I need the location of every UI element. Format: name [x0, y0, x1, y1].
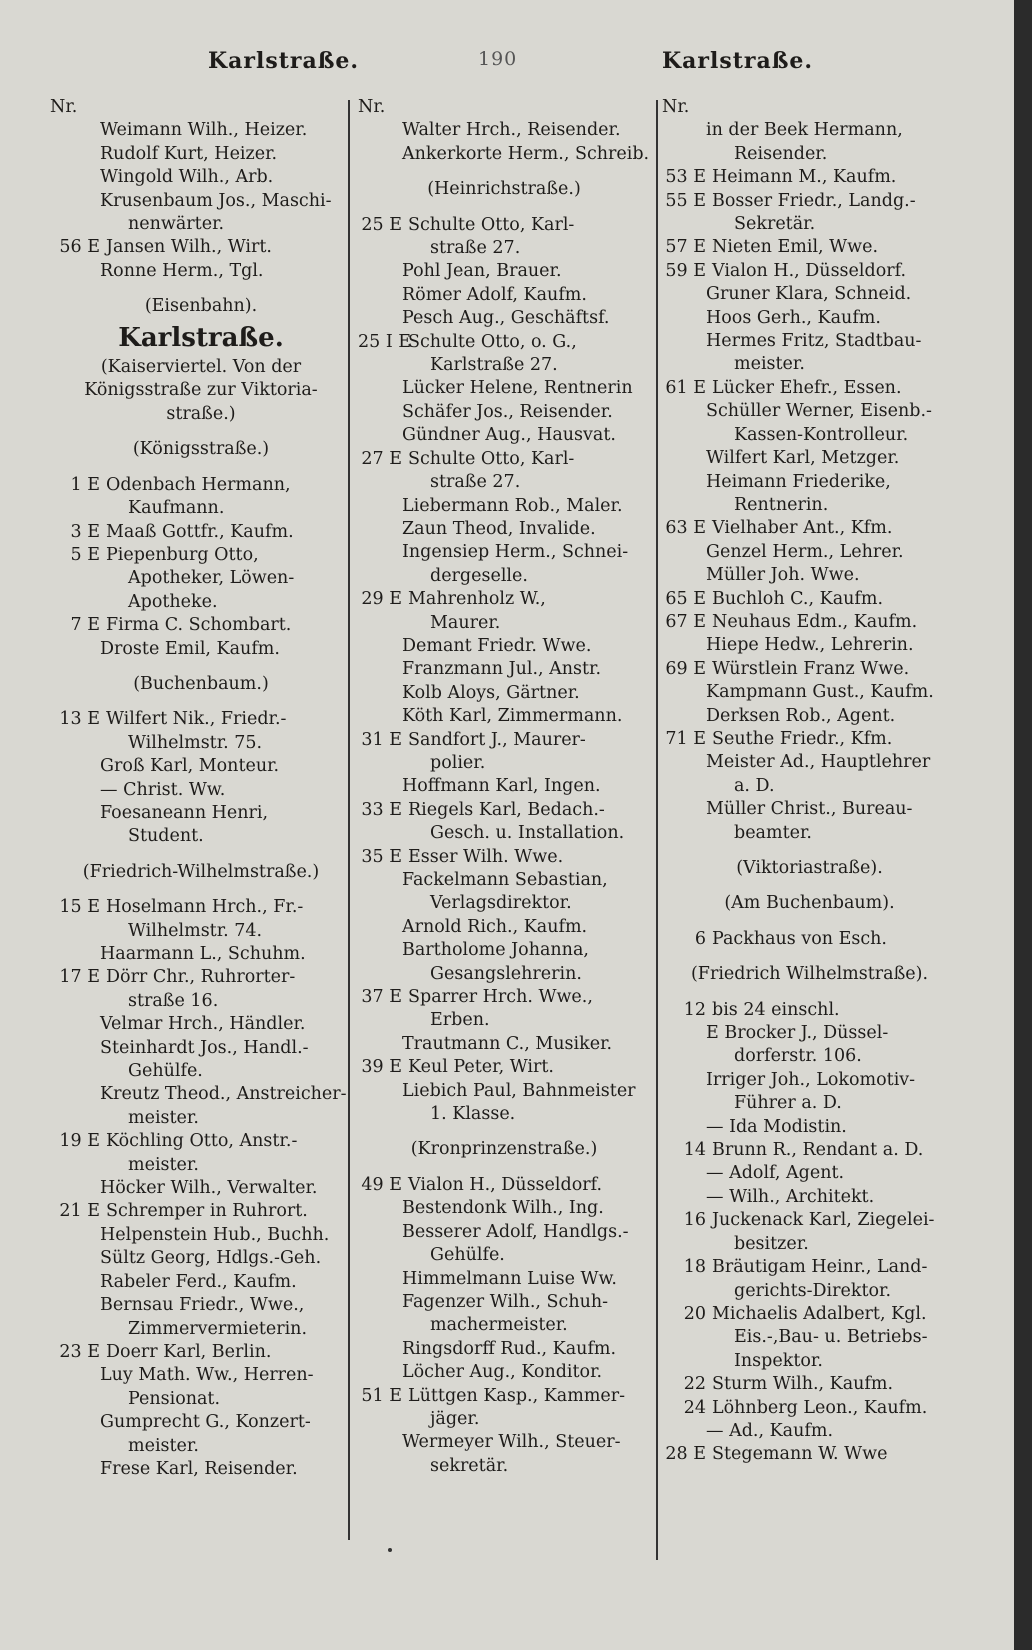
- entry: Trautmann C., Musiker.: [402, 1033, 613, 1054]
- house-number: 57 E: [665, 237, 706, 258]
- house-number: 6: [694, 928, 706, 949]
- entry: [358, 729, 650, 752]
- entry: — Ida Modistin.: [706, 1116, 847, 1137]
- entry-cont: straße 16.: [128, 990, 219, 1011]
- entry: Wilfert Karl, Metzger.: [706, 448, 900, 469]
- entry-cont: Eis.-,Bau- u. Betriebs-: [734, 1327, 928, 1348]
- entry: [358, 1385, 650, 1408]
- entry-text: Juckenack Karl, Ziegelei-: [712, 1210, 935, 1231]
- entry-text: Schulte Otto, o. G.,: [408, 331, 577, 352]
- entry: Löcher Aug., Konditor.: [402, 1362, 603, 1383]
- entry-text: Schremper in Ruhrort.: [106, 1201, 308, 1222]
- entry-cont: beamter.: [734, 822, 812, 843]
- house-number: 37 E: [361, 987, 402, 1008]
- entry: Ringsdorff Rud., Kaufm.: [402, 1338, 617, 1359]
- entry-text: Würstlein Franz Wwe.: [712, 658, 910, 679]
- header-left-street: Karlstraße.: [208, 48, 360, 74]
- entry-cont: besitzer.: [734, 1233, 809, 1254]
- entry-text: Lüttgen Kasp., Kammer-: [408, 1385, 626, 1406]
- entry: Bestendonk Wilh., Ing.: [402, 1198, 604, 1219]
- entry-cont: Wilhelmstr. 74.: [128, 920, 263, 941]
- entry-text: Heimann M., Kaufm.: [712, 167, 897, 188]
- entry: [358, 331, 650, 354]
- entry: Pesch Aug., Geschäftsf.: [402, 308, 610, 329]
- entry-text: Seuthe Friedr., Kfm.: [712, 728, 893, 749]
- house-number: 3 E: [70, 521, 100, 542]
- entry: Luy Math. Ww., Herren-: [100, 1365, 314, 1386]
- house-number: 1 E: [70, 474, 100, 495]
- house-number: 14: [683, 1140, 706, 1161]
- house-number: 18: [683, 1257, 706, 1278]
- entry-text: Buchloh C., Kaufm.: [712, 588, 884, 609]
- entry: Ingensiep Herm., Schnei-: [402, 542, 629, 563]
- entry-text: Schulte Otto, Karl-: [408, 214, 575, 235]
- entry-cont: Karlstraße 27.: [430, 355, 558, 376]
- entry-text: Piepenburg Otto,: [106, 544, 259, 565]
- house-number: 17 E: [59, 967, 100, 988]
- entry: [56, 614, 346, 637]
- entry: Genzel Herm., Lehrer.: [706, 541, 904, 562]
- entry: in der Beek Hermann,: [706, 120, 903, 141]
- entry: Walter Hrch., Reisender.: [402, 120, 621, 141]
- entry-cont: Gehülfe.: [128, 1061, 203, 1082]
- entry: E Brocker J., Düssel-: [706, 1023, 889, 1044]
- entry: Fackelmann Sebastian,: [402, 870, 608, 890]
- entry: [358, 1174, 650, 1197]
- entry: Sültz Georg, Hdlgs.-Geh.: [100, 1248, 322, 1269]
- house-number: 53 E: [665, 167, 706, 188]
- entry-text: Vialon H., Düsseldorf.: [408, 1174, 603, 1195]
- entry: Meister Ad., Hauptlehrer: [706, 752, 931, 773]
- entry: [662, 1139, 957, 1162]
- entry: [662, 658, 957, 681]
- section-heading: (Buchenbaum.): [133, 673, 269, 694]
- entry-cont: sekretär.: [430, 1455, 509, 1476]
- entry: [662, 1256, 957, 1279]
- entry-text: Vielhaber Ant., Kfm.: [712, 518, 893, 539]
- entry: [662, 517, 957, 540]
- entry-text: Firma C. Schombart.: [106, 615, 292, 636]
- entry-cont: Erben.: [430, 1010, 490, 1031]
- section-heading: (Friedrich-Wilhelmstraße.): [82, 861, 320, 882]
- entry: Wermeyer Wilh., Steuer-: [402, 1432, 621, 1453]
- entry-text: Packhaus von Esch.: [712, 928, 887, 949]
- column-rule-1: [348, 100, 350, 1540]
- entry: Helpenstein Hub., Buchh.: [100, 1224, 330, 1245]
- entry: Arnold Rich., Kaufm.: [402, 916, 588, 937]
- entry-cont: polier.: [430, 752, 486, 773]
- entry: — Adolf, Agent.: [706, 1163, 845, 1184]
- house-number: 19 E: [59, 1131, 100, 1152]
- house-number: 59 E: [665, 260, 706, 281]
- entry-cont: Gesangslehrerin.: [430, 963, 582, 984]
- entry: Foesaneann Henri,: [100, 802, 269, 823]
- entry: Haarmann L., Schuhm.: [100, 944, 306, 964]
- entry: Steinhardt Jos., Handl.-: [100, 1037, 309, 1058]
- entry-cont: Maurer.: [430, 612, 501, 633]
- entry-cont: straße 27.: [430, 238, 521, 259]
- entry: [358, 1056, 650, 1079]
- entry: [56, 1200, 346, 1223]
- entry: [662, 190, 957, 213]
- entry: Wingold Wilh., Arb.: [100, 167, 274, 188]
- entry: Hoffmann Karl, Ingen.: [402, 776, 601, 797]
- entry: Demant Friedr. Wwe.: [402, 635, 592, 656]
- entry: [662, 1303, 957, 1326]
- entry: Besserer Adolf, Handlgs.-: [402, 1221, 629, 1242]
- nr-label: Nr.: [50, 97, 78, 117]
- entry: [56, 236, 346, 259]
- house-number: 24: [683, 1397, 706, 1418]
- entry-text: Neuhaus Edm., Kaufm.: [712, 611, 918, 632]
- entry: — Ad., Kaufm.: [706, 1420, 834, 1441]
- house-number: 25 I E: [358, 331, 412, 352]
- entry: [56, 1130, 346, 1153]
- column-3: [662, 96, 957, 1467]
- street-note: (Kaiserviertel. Von der: [100, 357, 302, 378]
- entry-text: Brunn R., Rendant a. D.: [712, 1140, 924, 1161]
- entry-cont: Zimmervermieterin.: [128, 1318, 308, 1339]
- entry-cont: Inspektor.: [734, 1350, 823, 1371]
- entry: Irriger Joh., Lokomotiv-: [706, 1069, 916, 1090]
- entry: Frese Karl, Reisender.: [100, 1458, 298, 1479]
- entry: Franzmann Jul., Anstr.: [402, 659, 602, 680]
- entry-cont: straße 27.: [430, 472, 521, 493]
- entry: [56, 896, 346, 919]
- entry: [56, 966, 346, 989]
- entry-cont: Apotheke.: [128, 591, 218, 612]
- entry-text: Wilfert Nik., Friedr.-: [106, 709, 287, 730]
- entry-text: Jansen Wilh., Wirt.: [106, 237, 272, 258]
- entry: Hiepe Hedw., Lehrerin.: [706, 635, 914, 656]
- entry: [56, 544, 346, 567]
- house-number: 5 E: [70, 544, 100, 565]
- entry: [662, 236, 957, 259]
- entry: Liebermann Rob., Maler.: [402, 495, 623, 516]
- entry: [662, 1373, 957, 1396]
- entry: [662, 260, 957, 283]
- entry: [56, 474, 346, 497]
- entry: [662, 377, 957, 400]
- entry-text: Köchling Otto, Anstr.-: [106, 1131, 298, 1152]
- house-number: 49 E: [361, 1174, 402, 1195]
- entry-cont: Apotheker, Löwen-: [128, 568, 295, 589]
- entry-cont: jäger.: [430, 1408, 480, 1429]
- entry-text: Sandfort J., Maurer-: [408, 729, 586, 750]
- street-title: Karlstraße.: [118, 322, 284, 353]
- entry: [662, 1209, 957, 1232]
- entry: Römer Adolf, Kaufm.: [402, 284, 587, 305]
- entry-cont: Sekretär.: [734, 214, 816, 235]
- entry-cont: Student.: [128, 826, 204, 847]
- entry-cont: meister.: [128, 1107, 199, 1128]
- entry-cont: Pensionat.: [128, 1388, 221, 1409]
- entry: Müller Joh. Wwe.: [706, 565, 860, 586]
- house-number: 39 E: [361, 1057, 402, 1078]
- entry-text: Michaelis Adalbert, Kgl.: [712, 1303, 927, 1324]
- entry: Hoos Gerh., Kaufm.: [706, 307, 881, 328]
- house-number: 12: [683, 999, 706, 1020]
- print-speck: [388, 1548, 392, 1552]
- house-number: 7 E: [70, 615, 100, 636]
- entry-text: Riegels Karl, Bedach.-: [408, 799, 605, 820]
- section-heading: (Viktoriastraße).: [736, 858, 883, 878]
- entry: Krusenbaum Jos., Maschi-: [100, 190, 332, 211]
- header-right-street: Karlstraße.: [662, 48, 814, 74]
- entry: [56, 708, 346, 731]
- entry: Bernsau Friedr., Wwe.,: [100, 1295, 305, 1316]
- house-number: 28 E: [665, 1444, 706, 1465]
- house-number: 22: [683, 1374, 706, 1395]
- entry-text: Maaß Gottfr., Kaufm.: [106, 521, 294, 542]
- section-heading: (Heinrichstraße.): [427, 179, 581, 200]
- entry-cont: Gehülfe.: [430, 1245, 505, 1266]
- entry-text: Sparrer Hrch. Wwe.,: [408, 987, 593, 1008]
- entry: [358, 448, 650, 471]
- page-number: 190: [478, 48, 518, 70]
- entry-text: Lücker Ehefr., Essen.: [712, 377, 902, 398]
- entry: [662, 588, 957, 611]
- entry-cont: Reisender.: [734, 143, 828, 164]
- house-number: 63 E: [665, 518, 706, 539]
- entry-cont: nenwärter.: [128, 214, 225, 235]
- house-number: 67 E: [665, 611, 706, 632]
- entry-text: Bosser Friedr., Landg.-: [712, 190, 916, 211]
- entry: — Christ. Ww.: [100, 779, 226, 800]
- house-number: 25 E: [361, 214, 402, 235]
- entry: [358, 986, 650, 1009]
- entry: Gruner Klara, Schneid.: [706, 284, 912, 305]
- section-heading: (Kronprinzenstraße.): [410, 1139, 598, 1160]
- entry-cont: Wilhelmstr. 75.: [128, 732, 263, 753]
- house-number: 61 E: [665, 377, 706, 398]
- street-note: straße.): [166, 403, 236, 424]
- entry: Derksen Rob., Agent.: [706, 705, 896, 726]
- entry: Liebich Paul, Bahnmeister: [402, 1080, 636, 1101]
- entry-cont: machermeister.: [430, 1315, 568, 1336]
- entry: [662, 728, 957, 751]
- entry-text: Bräutigam Heinr., Land-: [712, 1257, 928, 1278]
- entry: [662, 166, 957, 189]
- house-number: 51 E: [361, 1385, 402, 1406]
- entry-cont: Kaufmann.: [128, 498, 225, 519]
- entry: Bartholome Johanna,: [402, 940, 589, 961]
- section-heading: (Friedrich Wilhelmstraße).: [690, 964, 929, 985]
- entry-text: Sturm Wilh., Kaufm.: [712, 1374, 894, 1395]
- house-number: 13 E: [59, 709, 100, 730]
- entry-text: Schulte Otto, Karl-: [408, 448, 575, 469]
- entry: [56, 1341, 346, 1364]
- house-number: 35 E: [361, 846, 402, 867]
- entry: [358, 588, 650, 611]
- entry: Lücker Helene, Rentnerin: [402, 378, 633, 399]
- entry-cont: meister.: [128, 1154, 199, 1175]
- house-number: 23 E: [59, 1341, 100, 1362]
- entry: Droste Emil, Kaufm.: [100, 638, 280, 659]
- column-1: [50, 96, 347, 1481]
- house-number: 27 E: [361, 448, 402, 469]
- entry-text: Vialon H., Düsseldorf.: [712, 260, 907, 281]
- entry: [662, 999, 957, 1022]
- house-number: 65 E: [665, 588, 706, 609]
- page-edge: [1014, 0, 1032, 1650]
- entry: Groß Karl, Monteur.: [100, 756, 280, 777]
- house-number: 29 E: [361, 589, 402, 610]
- entry: [56, 521, 346, 544]
- entry-cont: dorferstr. 106.: [734, 1046, 862, 1067]
- entry-cont: Verlagsdirektor.: [430, 893, 572, 914]
- entry: [358, 846, 650, 869]
- section-heading: (Am Buchenbaum).: [724, 893, 895, 914]
- house-number: 55 E: [665, 190, 706, 211]
- house-number: 16: [683, 1210, 706, 1231]
- entry: [358, 214, 650, 237]
- house-number: 56 E: [59, 237, 100, 258]
- section-heading: (Königsstraße.): [132, 439, 270, 460]
- entry: Himmelmann Luise Ww.: [402, 1268, 617, 1289]
- entry-cont: dergeselle.: [430, 565, 528, 586]
- nr-label: Nr.: [358, 97, 386, 117]
- entry-cont: meister.: [734, 354, 805, 375]
- entry-text: Keul Peter, Wirt.: [408, 1057, 554, 1078]
- entry: Weimann Wilh., Heizer.: [100, 120, 308, 141]
- entry: [662, 611, 957, 634]
- entry-cont: Führer a. D.: [734, 1093, 842, 1114]
- entry-text: Stegemann W. Wwe: [712, 1444, 888, 1465]
- entry: Zaun Theod, Invalide.: [402, 518, 596, 539]
- entry: Gumprecht G., Konzert-: [100, 1412, 311, 1433]
- entry-text: Löhnberg Leon., Kaufm.: [712, 1397, 928, 1418]
- house-number: 71 E: [665, 728, 706, 749]
- entry-text: Odenbach Hermann,: [106, 474, 291, 495]
- entry: Gündner Aug., Hausvat.: [402, 425, 616, 446]
- entry: Schäfer Jos., Reisender.: [402, 401, 613, 422]
- entry: Kolb Aloys, Gärtner.: [402, 682, 580, 703]
- entry: Kreutz Theod., Anstreicher-: [100, 1084, 347, 1105]
- entry-text: bis 24 einschl.: [712, 999, 840, 1020]
- house-number: 21 E: [59, 1201, 100, 1222]
- entry-text: Mahrenholz W.,: [408, 589, 546, 610]
- entry-text: Dörr Chr., Ruhrorter-: [106, 967, 296, 988]
- entry: Höcker Wilh., Verwalter.: [100, 1178, 318, 1199]
- nr-label: Nr.: [662, 97, 690, 117]
- entry: [358, 799, 650, 822]
- entry: [662, 1443, 957, 1466]
- section-heading: (Eisenbahn).: [144, 296, 258, 317]
- entry-cont: gerichts-Direktor.: [734, 1280, 892, 1301]
- house-number: 33 E: [361, 799, 402, 820]
- entry: Hermes Fritz, Stadtbau-: [706, 331, 922, 352]
- entry-cont: Kassen-Kontrolleur.: [734, 424, 909, 445]
- entry-cont: Gesch. u. Installation.: [430, 823, 625, 844]
- entry: Müller Christ., Bureau-: [706, 799, 913, 820]
- entry: Rudolf Kurt, Heizer.: [100, 143, 278, 164]
- house-number: 20: [683, 1303, 706, 1324]
- entry-cont: Rentnerin.: [734, 494, 829, 515]
- house-number: 69 E: [665, 658, 706, 679]
- house-number: 31 E: [361, 729, 402, 750]
- entry-text: Nieten Emil, Wwe.: [712, 237, 879, 258]
- column-rule-2: [656, 100, 658, 1560]
- entry: [662, 928, 957, 951]
- entry: Heimann Friederike,: [706, 471, 891, 492]
- entry: Kampmann Gust., Kaufm.: [706, 682, 934, 703]
- entry: Rabeler Ferd., Kaufm.: [100, 1271, 297, 1292]
- entry: Köth Karl, Zimmermann.: [402, 706, 623, 727]
- entry-text: Doerr Karl, Berlin.: [106, 1341, 272, 1362]
- house-number: 15 E: [59, 897, 100, 918]
- entry-cont: 1. Klasse.: [430, 1104, 516, 1125]
- entry: Velmar Hrch., Händler.: [100, 1014, 306, 1035]
- entry-cont: a. D.: [734, 775, 775, 796]
- entry: Ankerkorte Herm., Schreib.: [402, 143, 650, 164]
- entry-text: Hoselmann Hrch., Fr.-: [106, 897, 304, 918]
- column-2: [358, 96, 650, 1478]
- entry-cont: meister.: [128, 1435, 199, 1456]
- entry: Fagenzer Wilh., Schuh-: [402, 1291, 609, 1312]
- entry: Schüller Werner, Eisenb.-: [706, 401, 932, 422]
- entry: [662, 1397, 957, 1420]
- entry: Pohl Jean, Brauer.: [402, 261, 562, 282]
- entry: Ronne Herm., Tgl.: [100, 260, 264, 281]
- entry-text: Esser Wilh. Wwe.: [408, 846, 564, 867]
- street-note: Königsstraße zur Viktoria-: [84, 380, 318, 401]
- entry: — Wilh., Architekt.: [706, 1186, 875, 1207]
